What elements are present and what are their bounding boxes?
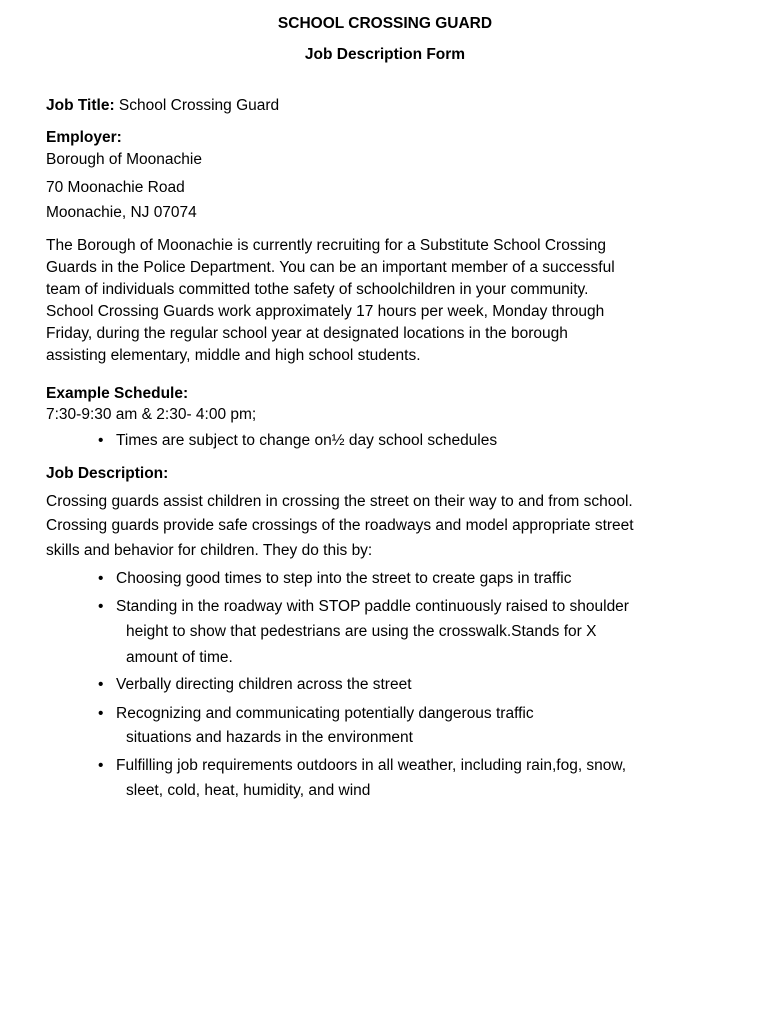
duty-text: Fulfilling job requirements outdoors in all weather, including rain,fog, snow, <box>116 757 627 774</box>
intro-line: team of individuals committed tothe safety of schoolchildren in your community. <box>46 281 589 298</box>
duty-item <box>98 757 626 775</box>
duty-item <box>98 598 629 616</box>
duty-item <box>98 570 572 588</box>
intro-paragraph <box>46 235 746 367</box>
intro-line: School Crossing Guards work approximately 17 hours per week, Monday through <box>46 303 605 320</box>
job-title-row <box>46 97 279 115</box>
employer-name: Borough of Moonachie <box>46 151 202 168</box>
document-title: SCHOOL CROSSING GUARD <box>277 15 493 32</box>
job-title-label: Job Title: <box>46 97 115 114</box>
duty-item <box>98 676 412 694</box>
duty-text: Standing in the roadway with STOP paddle continuously raised to shoulder <box>116 598 629 615</box>
duty-text-continued: sleet, cold, heat, humidity, and wind <box>126 782 371 799</box>
job-description-line: skills and behavior for children. They do this by: <box>46 542 373 559</box>
bullet-icon: • <box>98 598 104 615</box>
bullet-icon: • <box>98 676 104 693</box>
intro-line: The Borough of Moonachie is currently recruiting for a Substitute School Crossing <box>46 237 607 254</box>
bullet-icon: • <box>98 570 104 587</box>
document-subtitle: Job Description Form <box>304 46 466 63</box>
duty-text-continued: amount of time. <box>126 649 233 666</box>
intro-line: Guards in the Police Department. You can be an important member of a successful <box>46 259 615 276</box>
bullet-icon: • <box>98 432 104 449</box>
job-description-line: Crossing guards assist children in crossing the street on their way to and from school. <box>46 493 633 510</box>
duty-text: Verbally directing children across the street <box>116 676 412 693</box>
job-title-value: School Crossing Guard <box>118 97 280 114</box>
schedule-note-text: Times are subject to change on½ day school schedules <box>116 432 498 449</box>
duty-text: Choosing good times to step into the street to create gaps in traffic <box>116 570 572 587</box>
duty-text-continued: situations and hazards in the environment <box>126 729 413 746</box>
intro-line: assisting elementary, middle and high school students. <box>46 347 421 364</box>
schedule-note <box>98 432 497 450</box>
intro-line: Friday, during the regular school year at designated locations in the borough <box>46 325 568 342</box>
employer-city: Moonachie, NJ 07074 <box>46 204 197 221</box>
duty-text-continued: height to show that pedestrians are using the crosswalk.Stands for X <box>126 623 597 640</box>
duty-text: Recognizing and communicating potentially dangerous traffic <box>116 705 534 722</box>
bullet-icon: • <box>98 757 104 774</box>
job-description-line: Crossing guards provide safe crossings of the roadways and model appropriate street <box>46 517 634 534</box>
job-description-label: Job Description: <box>46 465 169 482</box>
schedule-label: Example Schedule: <box>46 385 189 402</box>
employer-label: Employer: <box>46 129 122 146</box>
duty-item <box>98 705 534 723</box>
employer-street: 70 Moonachie Road <box>46 179 185 196</box>
bullet-icon: • <box>98 705 104 722</box>
schedule-times: 7:30-9:30 am & 2:30- 4:00 pm; <box>46 406 257 423</box>
